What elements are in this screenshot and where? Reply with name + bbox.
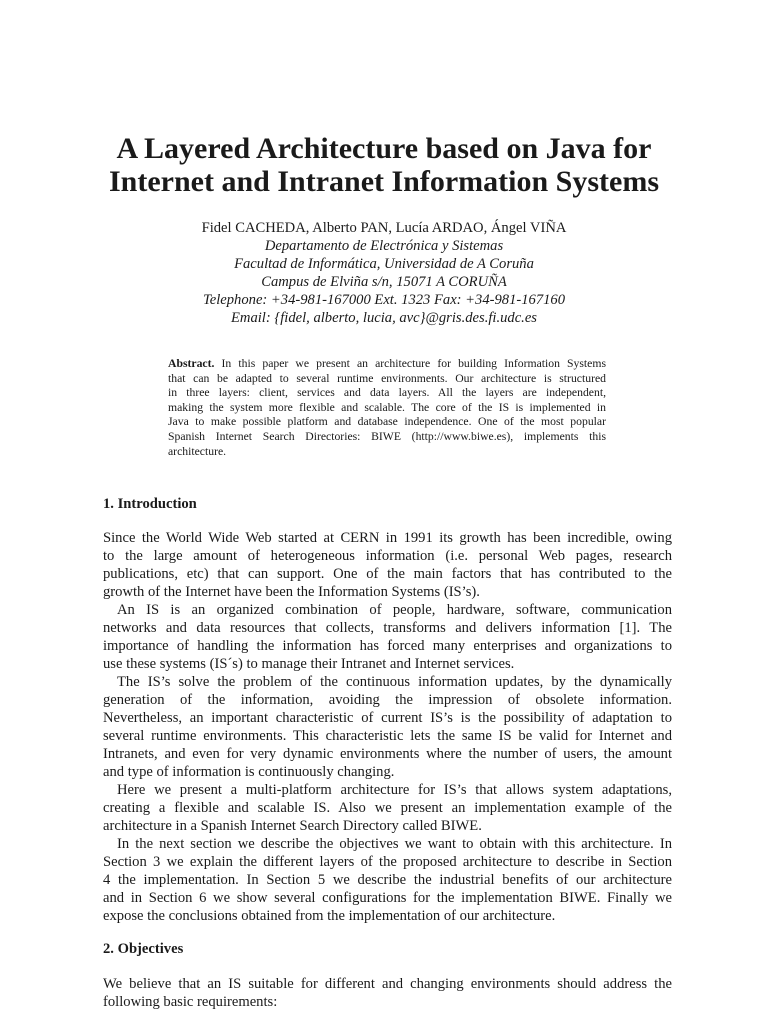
abstract-line: making the system more flexible and scalable. The core of the IS is implemented in: [168, 400, 606, 414]
text-line: Section 3 we explain the different layers of the proposed architecture to describe in Section: [103, 854, 672, 870]
text-line: Here we present a multi-platform architecture for IS’s that allows system adaptations,: [117, 782, 672, 798]
abstract: [168, 357, 606, 459]
text-line: several runtime environments. This characteristic lets the same IS be valid for Internet and: [103, 728, 672, 744]
text-line: Since the World Wide Web started at CERN in 1991 its growth has been incredible, owing: [103, 530, 672, 546]
text-line: and in Section 6 we show several configurations for the implementation BIWE. Finally we: [103, 890, 672, 906]
paper-title: [0, 132, 768, 198]
abstract-line: that can be adapted to several runtime environments. Our architecture is structured: [168, 371, 606, 385]
text-line: An IS is an organized combination of people, hardware, software, communication: [117, 602, 672, 618]
abstract-line: architecture.: [168, 444, 227, 458]
text-line: importance of handling the information has forced many enterprises and organizations to: [103, 638, 672, 654]
section-heading: 2. Objectives: [103, 941, 184, 957]
section-heading: 1. Introduction: [103, 496, 197, 512]
text-line: growth of the Internet have been the Information Systems (IS’s).: [103, 584, 480, 600]
text-line: expose the conclusions obtained from the implementation of our architecture.: [103, 908, 556, 924]
phone-fax: Telephone: +34-981-167000 Ext. 1323 Fax: +34-981-167160: [202, 292, 566, 308]
text-line: networks and data resources that collects, transforms and delivers information [1]. The: [103, 620, 672, 636]
paragraph: [103, 781, 672, 835]
email: Email: {fidel, alberto, lucia, avc}@gris.des.fi.udc.es: [231, 310, 537, 326]
text-line: use these systems (IS´s) to manage their Intranet and Internet services.: [103, 656, 515, 672]
text-line: creating a flexible and scalable IS. Also we present an implementation example of the: [103, 800, 672, 816]
section-body: [103, 975, 672, 1011]
faculty: Facultad de Informática, Universidad de A Coruña: [234, 256, 534, 272]
abstract-label: Abstract.: [168, 357, 215, 370]
abstract-line: [168, 357, 606, 372]
abstract-line: Spanish Internet Search Directories: BIWE (http://www.biwe.es), implements this: [168, 429, 606, 443]
text-line: We believe that an IS suitable for different and changing environments should address the: [103, 976, 672, 992]
text-line: The IS’s solve the problem of the continuous information updates, by the dynamically: [117, 674, 672, 690]
text-line: following basic requirements:: [103, 994, 278, 1010]
text-line: architecture in a Spanish Internet Search Directory called BIWE.: [103, 818, 482, 834]
paragraph: [103, 975, 672, 1011]
paragraph: [103, 601, 672, 673]
text-line: Nevertheless, an important characteristic of current IS’s is the possibility of adaptation to: [103, 710, 672, 726]
abstract-line: Java to make possible platform and database independence. One of the most popular: [168, 415, 606, 429]
text-line: publications, etc) that can support. One of the main factors that has contributed to the: [103, 566, 672, 582]
title-line: Internet and Intranet Information Systems: [109, 165, 659, 198]
author-names: Fidel CACHEDA, Alberto PAN, Lucía ARDAO, Ángel VIÑA: [201, 220, 567, 236]
text-line: Intranets, and even for very dynamic environments where the number of users, the amount: [103, 746, 672, 762]
text-line: and type of information is continuously changing.: [103, 764, 395, 780]
text-line: to the large amount of heterogeneous information (i.e. personal Web pages, research: [103, 548, 672, 564]
text-line: generation of the information, avoiding the impression of obsolete information.: [103, 692, 672, 708]
section-body: [103, 529, 672, 925]
paragraph: [103, 529, 672, 601]
paragraph: [103, 835, 672, 925]
abstract-line: in three layers: client, services and data layers. All the layers are independent,: [168, 386, 606, 400]
paragraph: [103, 673, 672, 781]
department: Departamento de Electrónica y Sistemas: [264, 238, 504, 254]
title-line: A Layered Architecture based on Java for: [116, 132, 652, 165]
abstract-text: In this paper we present an architecture for building Information Systems: [221, 357, 607, 370]
text-line: In the next section we describe the objectives we want to obtain with this architecture. In: [117, 836, 672, 852]
text-line: 4 the implementation. In Section 5 we describe the industrial benefits of our architecture: [103, 872, 672, 888]
author-block: [0, 219, 768, 327]
address: Campus de Elviña s/n, 15071 A CORUÑA: [261, 274, 507, 290]
